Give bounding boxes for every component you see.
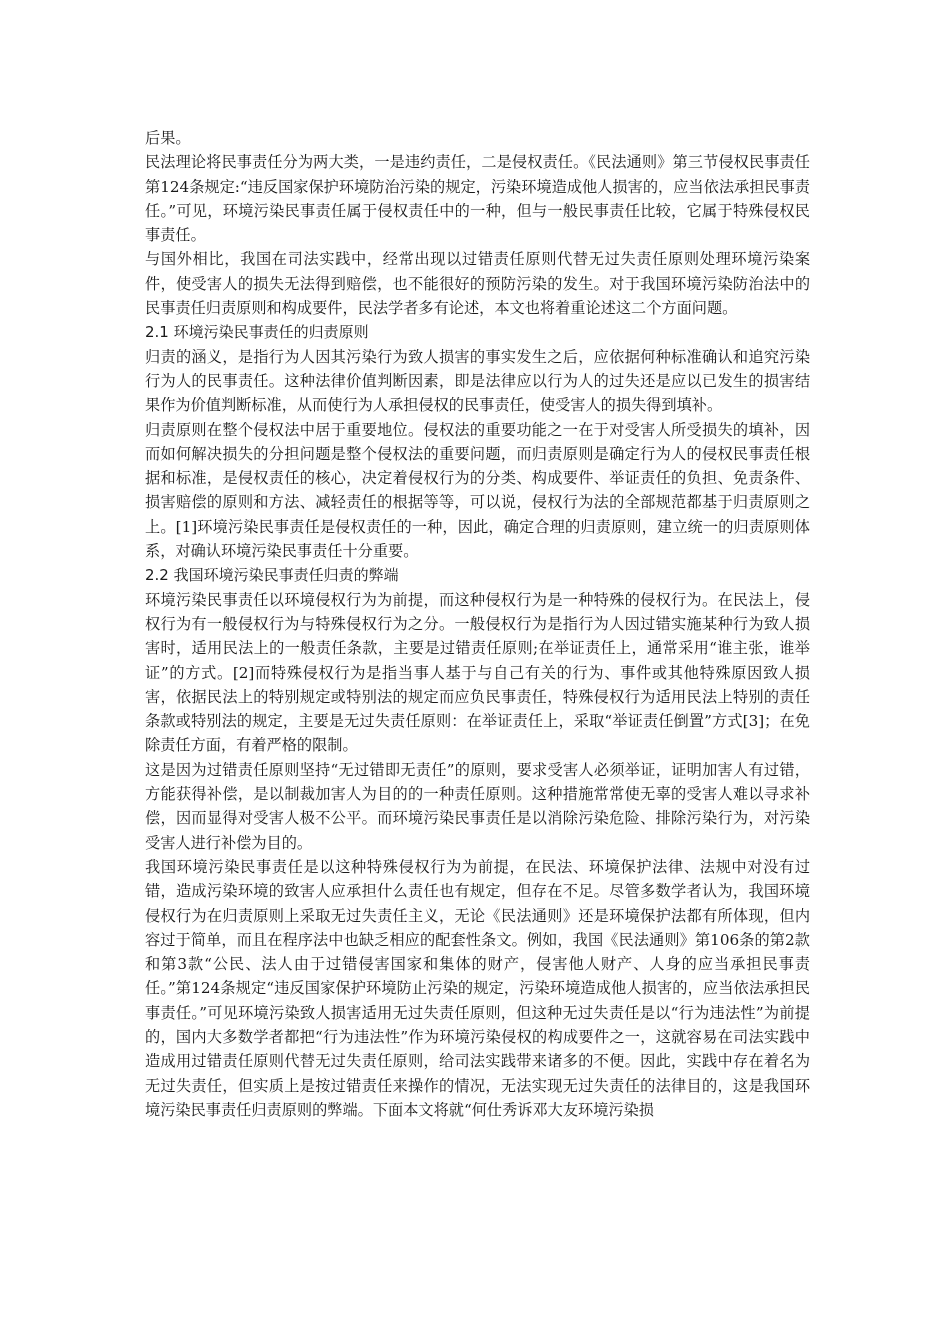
paragraph: 与国外相比，我国在司法实践中，经常出现以过错责任原则代替无过失责任原则处理环境污染案件，使受害人的损失无法得到赔偿，也不能很好的预防污染的发生。对于我国环境污染防治法中的民事责任归责原则和构成要件，民法学者多有论述，本文也将着重论述这二个方面问题。 <box>145 250 810 318</box>
paragraph: 这是因为过错责任原则坚持“无过错即无责任”的原则，要求受害人必须举证，证明加害人有过错，方能获得补偿，是以制裁加害人为目的的一种责任原则。这种措施常常使无辜的受害人难以寻求补偿，因而显得对受害人极不公平。而环境污染民事责任是以消除污染危险、排除污染行为，对污染受害人进行补偿为目的。 <box>145 760 810 852</box>
document-page <box>145 126 810 1122</box>
section-heading: 2.2 我国环境污染民事责任归责的弊端 <box>145 566 399 585</box>
paragraph: 后果。 <box>145 129 191 147</box>
paragraph: 归责原则在整个侵权法中居于重要地位。侵权法的重要功能之一在于对受害人所受损失的填补，因而如何解决损失的分担问题是整个侵权法的重要问题，而归责原则是确定行为人的侵权民事责任根据和标准，是侵权责任的核心，决定着侵权行为的分类、构成要件、举证责任的负担、免责条件、损害赔偿的原则和方法、减轻责任的根据等等，可以说，侵权行为法的全部规范都基于归责原则之上。[1]环境污染民事责任是侵权责任的一种，因此，确定合理的归责原则，建立统一的归责原则体系，对确认环境污染民事责任十分重要。 <box>145 420 810 561</box>
paragraph: 环境污染民事责任以环境侵权行为为前提，而这种侵权行为是一种特殊的侵权行为。在民法上，侵权行为有一般侵权行为与特殊侵权行为之分。一般侵权行为是指行为人因过错实施某种行为致人损害时，适用民法上的一般责任条款，主要是过错责任原则;在举证责任上，通常采用“谁主张，谁举证”的方式。[2]而特殊侵权行为是指当事人基于与自己有关的行为、事件或其他特殊原因致人损害，依据民法上的特别规定或特别法的规定而应负民事责任，特殊侵权行为适用民法上特别的责任条款或特别法的规定，主要是无过失责任原则：在举证责任上，采取“举证责任倒置”方式[3]；在免除责任方面，有着严格的限制。 <box>145 590 810 755</box>
paragraph: 我国环境污染民事责任是以这种特殊侵权行为为前提，在民法、环境保护法律、法规中对没有过错，造成污染环境的致害人应承担什么责任也有规定，但存在不足。尽管多数学者认为，我国环境侵权行为在归责原则上采取无过失责任主义，无论《民法通则》还是环境保护法都有所体现，但内容过于简单，而且在程序法中也缺乏相应的配套性条文。例如，我国《民法通则》第106条的第2款和第3款“公民、法人由于过错侵害国家和集体的财产，侵害他人财产、人身的应当承担民事责任。”第124条规定“违反国家保护环境防止污染的规定，污染环境造成他人损害的，应当依法承担民事责任。”可见环境污染致人损害适用无过失责任原则，但这种无过失责任是以“行为违法性”为前提的，国内大多数学者都把“行为违法性”作为环境污染侵权的构成要件之一，这就容易在司法实践中造成用过错责任原则代替无过失责任原则，给司法实践带来诸多的不便。因此，实践中存在着名为无过失责任，但实质上是按过错责任来操作的情况，无法实现无过失责任的法律目的，这是我国环境污染民事责任归责原则的弊端。下面本文将就“何仕秀诉邓大友环境污染损 <box>145 857 810 1119</box>
section-heading: 2.1 环境污染民事责任的归责原则 <box>145 323 369 342</box>
paragraph: 归责的涵义，是指行为人因其污染行为致人损害的事实发生之后，应依据何种标准确认和追究污染行为人的民事责任。这种法律价值判断因素，即是法律应以行为人的过失还是应以已发生的损害结果作为价值判断标准，从而使行为人承担侵权的民事责任，使受害人的损失得到填补。 <box>145 347 810 415</box>
paragraph: 民法理论将民事责任分为两大类，一是违约责任，二是侵权责任。《民法通则》第三节侵权民事责任第124条规定:“违反国家保护环境防治污染的规定，污染环境造成他人损害的，应当依法承担民事责任。”可见，环境污染民事责任属于侵权责任中的一种，但与一般民事责任比较，它属于特殊侵权民事责任。 <box>145 153 810 245</box>
